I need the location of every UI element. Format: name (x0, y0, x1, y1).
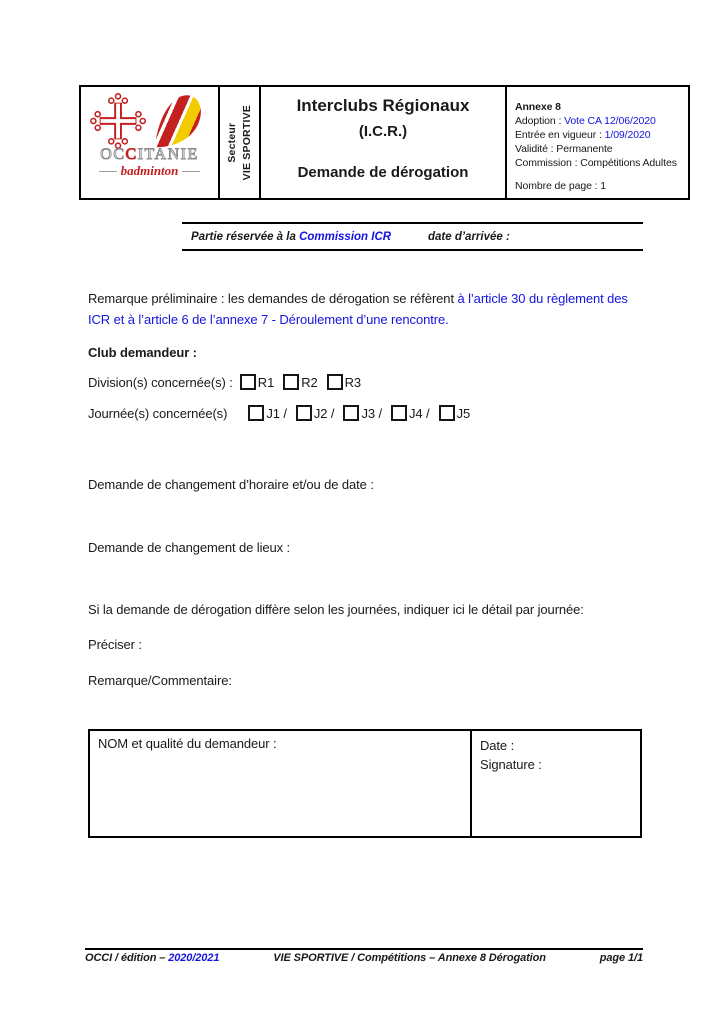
divider (182, 171, 200, 172)
change-place-label: Demande de changement de lieux : (88, 540, 291, 555)
checkbox-division-r3[interactable] (327, 374, 343, 390)
checkbox-division-r1[interactable] (240, 374, 256, 390)
reserved-label: Partie réservée à la Commission ICR (191, 230, 392, 243)
validity-line: Validité : Permanente (515, 143, 613, 155)
divider (99, 171, 117, 172)
page-footer (85, 948, 643, 964)
per-day-note: Si la demande de dérogation diffère selon les journées, indiquer ici le détail par journée: (88, 602, 584, 617)
sector-vertical-label: Secteur VIE SPORTIVE (225, 104, 253, 181)
checkbox-journee-j1[interactable] (248, 405, 264, 421)
meta-cell (507, 87, 688, 198)
logo-region-name: OCCITANIE (100, 146, 199, 163)
page-count-line: Nombre de page : 1 (515, 180, 607, 192)
division-option-label: R1 (257, 374, 275, 390)
footer-document-ref: VIE SPORTIVE / Compétitions – Annexe 8 Dérogation (273, 952, 546, 964)
checkbox-journee-j3[interactable] (343, 405, 359, 421)
journee-option-j2 (296, 405, 335, 421)
change-time-label: Demande de changement d’horaire et/ou de date : (88, 477, 374, 492)
division-label: Division(s) concernée(s) : (88, 374, 233, 390)
arrival-date-label: date d’arrivée : (428, 230, 510, 243)
division-option-label: R3 (344, 374, 362, 390)
division-row (88, 374, 370, 390)
checkbox-journee-j4[interactable] (391, 405, 407, 421)
footer-page-number: page 1/1 (599, 952, 643, 964)
journee-row (88, 405, 479, 421)
checkbox-journee-j5[interactable] (439, 405, 455, 421)
journee-option-j3 (343, 405, 382, 421)
effective-line: Entrée en vigueur : 1/09/2020 (515, 129, 651, 141)
preliminary-remark (88, 288, 628, 330)
requester-cell (90, 731, 472, 836)
footer-edition: OCCI / édition – 2020/2021 (85, 952, 220, 964)
signature-table (88, 729, 642, 838)
division-option-label: R2 (301, 374, 318, 390)
checkbox-division-r2[interactable] (283, 374, 299, 390)
spacer (515, 170, 684, 179)
header-table (79, 85, 690, 200)
occitanie-badminton-logo (89, 92, 211, 150)
document-title: Interclubs Régionaux (296, 96, 470, 115)
occitan-cross-icon (90, 94, 144, 148)
journee-option-j5 (439, 405, 471, 421)
document-subtitle: Demande de dérogation (297, 164, 469, 181)
preliminary-remark-line1: Remarque préliminaire : les demandes de dérogation se réfèrent à l’article 30 du règlement des (88, 291, 628, 306)
shuttlecock-icon (154, 95, 200, 147)
checkbox-journee-j2[interactable] (296, 405, 312, 421)
date-label: Date : (480, 738, 515, 753)
journee-option-j4 (391, 405, 430, 421)
division-option-r2 (283, 374, 317, 390)
annexe-label: Annexe 8 (515, 101, 561, 113)
division-option-r1 (240, 374, 274, 390)
journee-label: Journée(s) concernée(s) (88, 405, 228, 421)
adoption-line: Adoption : Vote CA 12/06/2020 (515, 115, 656, 127)
title-cell (261, 87, 507, 198)
commission-icr-ref: Commission ICR (299, 230, 392, 243)
sector-cell (220, 87, 261, 198)
journee-option-label: J3 / (361, 405, 383, 421)
logo (81, 87, 220, 198)
specify-label: Préciser : (88, 637, 142, 652)
journee-option-label: J4 / (409, 405, 430, 421)
reserved-strip (182, 222, 643, 251)
signature-label: Signature : (480, 757, 542, 772)
comment-label: Remarque/Commentaire: (88, 673, 232, 688)
preliminary-remark-line2: ICR et à l’article 6 de l’annexe 7 - Déroulement d’une rencontre. (88, 312, 449, 327)
date-signature-cell (472, 731, 640, 836)
logo-subtitle-row (99, 163, 201, 179)
commission-line: Commission : Compétitions Adultes (515, 157, 677, 169)
division-option-r3 (327, 374, 361, 390)
journee-option-label: J5 (456, 405, 471, 421)
journee-option-label: J2 / (313, 405, 335, 421)
journee-option-label: J1 / (266, 405, 287, 421)
requester-label: NOM et qualité du demandeur : (98, 736, 277, 751)
club-requester-label: Club demandeur : (88, 345, 197, 360)
logo-subtitle: badminton (120, 163, 179, 178)
document-title-abbr: (I.C.R.) (358, 123, 408, 140)
journee-option-j1 (248, 405, 287, 421)
